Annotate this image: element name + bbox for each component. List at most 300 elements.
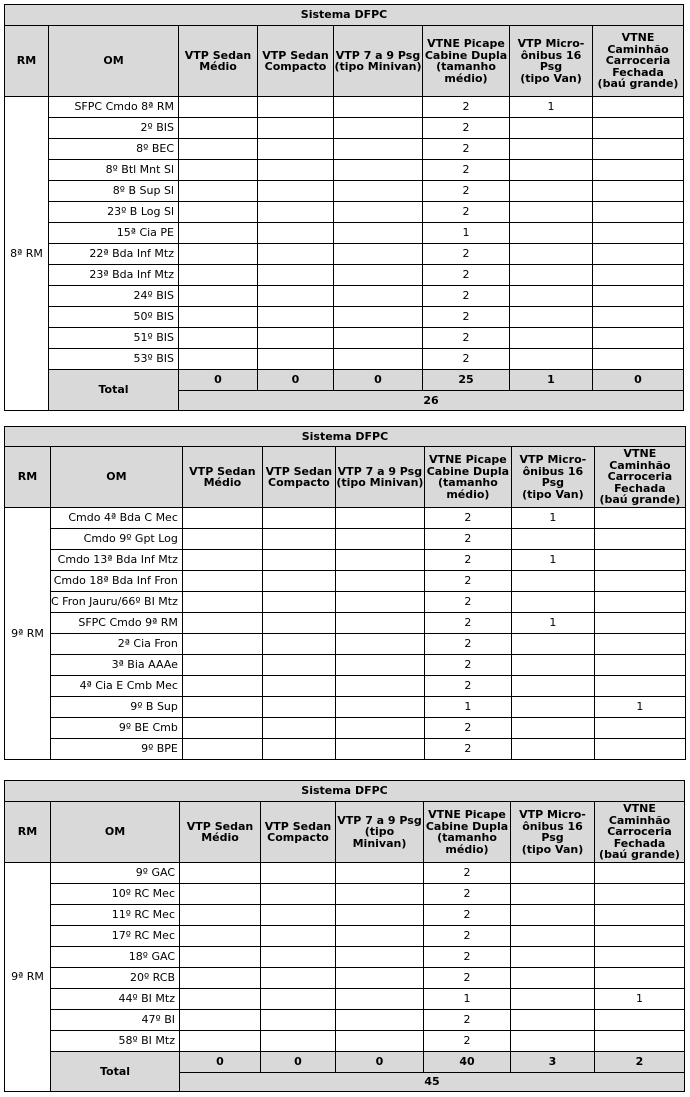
table-title: Sistema DFPC (5, 427, 686, 447)
om-cell: 18º GAC (51, 947, 180, 968)
column-header (593, 26, 684, 97)
column-header-line: VTP Sedan (186, 819, 254, 833)
value-cell: 1 (594, 697, 685, 718)
om-cell: 2º BIS (49, 118, 179, 139)
value-cell (180, 947, 261, 968)
value-cell: 1 (511, 508, 594, 529)
column-header-line: (tamanho (437, 831, 497, 844)
column-header-line: Médio (199, 60, 237, 73)
value-cell (334, 349, 423, 370)
value-cell: 1 (423, 223, 510, 244)
om-cell: 9º GAC (51, 863, 180, 884)
value-cell (335, 739, 424, 760)
value-cell (336, 947, 424, 968)
column-header (594, 447, 685, 508)
total-value: 0 (336, 1052, 424, 1073)
om-cell: Cmdo 9º Gpt Log (51, 529, 183, 550)
value-cell (511, 926, 595, 947)
table-row (5, 739, 686, 760)
column-header (511, 447, 594, 508)
table-row (5, 718, 686, 739)
value-cell (258, 349, 334, 370)
om-cell: C Fron Jauru/66º BI Mtz (51, 592, 183, 613)
value-cell (510, 286, 593, 307)
total-value: 0 (593, 370, 684, 391)
column-header (336, 802, 424, 863)
value-cell (595, 947, 685, 968)
value-cell (262, 739, 335, 760)
table-row (5, 139, 684, 160)
om-cell: 44º BI Mtz (51, 989, 180, 1010)
value-cell: 2 (423, 139, 510, 160)
grand-total: 45 (180, 1073, 685, 1092)
value-cell (258, 265, 334, 286)
column-header-line: VTP Micro- (519, 808, 586, 821)
value-cell: 2 (424, 884, 511, 905)
column-header (424, 802, 511, 863)
om-cell: Cmdo 18ª Bda Inf Fron (51, 571, 183, 592)
om-cell: 24º BIS (49, 286, 179, 307)
table-row (5, 307, 684, 328)
table-row (5, 118, 684, 139)
value-cell (182, 634, 262, 655)
om-header: OM (49, 26, 179, 97)
value-cell (258, 286, 334, 307)
column-header-line: Cabine Dupla (425, 819, 509, 833)
value-cell (510, 223, 593, 244)
value-cell (179, 349, 258, 370)
value-cell: 2 (423, 202, 510, 223)
column-header-line: VTP 7 a 9 Psg (335, 48, 421, 62)
value-cell: 2 (424, 739, 511, 760)
value-cell (261, 905, 336, 926)
total-value: 0 (334, 370, 423, 391)
value-cell (334, 118, 423, 139)
value-cell: 2 (423, 328, 510, 349)
column-header (335, 447, 424, 508)
column-header-line: VTNE (621, 31, 655, 45)
value-cell (595, 1031, 685, 1052)
value-cell (593, 202, 684, 223)
value-cell (334, 328, 423, 349)
value-cell: 1 (424, 697, 511, 718)
rm-header: RM (5, 447, 51, 508)
value-cell (593, 328, 684, 349)
value-cell (510, 160, 593, 181)
value-cell: 2 (423, 244, 510, 265)
column-header (262, 447, 335, 508)
column-header (182, 447, 262, 508)
value-cell (510, 181, 593, 202)
value-cell (334, 265, 423, 286)
value-cell (594, 571, 685, 592)
column-header-line: ônibus 16 Psg (522, 464, 584, 489)
value-cell (336, 1010, 424, 1031)
value-cell (511, 947, 595, 968)
om-cell: 9º BPE (51, 739, 183, 760)
value-cell (593, 181, 684, 202)
om-cell: 8º Btl Mnt Sl (49, 160, 179, 181)
table-row (5, 947, 685, 968)
value-cell (258, 328, 334, 349)
value-cell: 2 (423, 160, 510, 181)
column-header-line: (tamanho (437, 476, 498, 489)
value-cell (179, 202, 258, 223)
value-cell (262, 613, 335, 634)
value-cell (594, 718, 685, 739)
value-cell (593, 244, 684, 265)
column-header-line: (tamanho (436, 60, 496, 73)
total-value: 2 (595, 1052, 685, 1073)
value-cell: 2 (424, 1010, 511, 1031)
om-cell: 9º B Sup (51, 697, 183, 718)
value-cell (336, 989, 424, 1010)
value-cell (593, 160, 684, 181)
value-cell (182, 718, 262, 739)
value-cell (180, 884, 261, 905)
value-cell (594, 592, 685, 613)
column-header-line: Fechada (614, 481, 666, 495)
value-cell (595, 968, 685, 989)
total-value: 3 (511, 1052, 595, 1073)
value-cell (261, 968, 336, 989)
value-cell (180, 1031, 261, 1052)
om-cell: 8º B Sup Sl (49, 181, 179, 202)
value-cell (180, 926, 261, 947)
column-header (334, 26, 423, 97)
value-cell: 2 (424, 550, 511, 571)
column-header-line: (tipo Minivan) (334, 60, 422, 73)
value-cell (182, 697, 262, 718)
value-cell (336, 884, 424, 905)
table-row (5, 328, 684, 349)
value-cell: 2 (424, 968, 511, 989)
value-cell (179, 286, 258, 307)
value-cell (262, 697, 335, 718)
value-cell (182, 592, 262, 613)
value-cell (182, 529, 262, 550)
om-cell: 53º BIS (49, 349, 179, 370)
value-cell (511, 863, 595, 884)
table-row (5, 697, 686, 718)
value-cell (593, 286, 684, 307)
table-row (5, 968, 685, 989)
column-header (180, 802, 261, 863)
om-cell: SFPC Cmdo 8ª RM (49, 97, 179, 118)
value-cell (180, 863, 261, 884)
total-value: 40 (424, 1052, 511, 1073)
table-row (5, 989, 685, 1010)
value-cell: 2 (424, 529, 511, 550)
value-cell (334, 202, 423, 223)
value-cell (335, 697, 424, 718)
column-header-line: médio) (445, 842, 489, 856)
value-cell (510, 307, 593, 328)
value-cell (261, 863, 336, 884)
value-cell (261, 947, 336, 968)
column-header-line: (baú grande) (599, 493, 681, 507)
column-header-line: (tipo Van) (521, 842, 584, 856)
value-cell (336, 905, 424, 926)
value-cell (511, 1010, 595, 1031)
column-header (258, 26, 334, 97)
table-row (5, 863, 685, 884)
table-row (5, 550, 686, 571)
table-row (5, 202, 684, 223)
column-header-line: (tipo Minivan) (336, 476, 424, 489)
total-value: 1 (510, 370, 593, 391)
value-cell: 2 (424, 613, 511, 634)
column-header (424, 447, 511, 508)
column-header-line: VTP Sedan (184, 48, 252, 62)
value-cell (594, 676, 685, 697)
value-cell (335, 529, 424, 550)
column-header-line: ônibus 16 Psg (522, 819, 583, 844)
value-cell: 1 (595, 989, 685, 1010)
om-cell: 17º RC Mec (51, 926, 180, 947)
value-cell (262, 550, 335, 571)
table-row (5, 655, 686, 676)
total-value: 25 (423, 370, 510, 391)
rm-cell: 8ª RM (5, 97, 49, 411)
value-cell: 2 (424, 926, 511, 947)
rm-cell: 9ª RM (5, 863, 51, 1092)
column-header-line: Cabine Dupla (424, 48, 508, 62)
om-header: OM (51, 447, 183, 508)
value-cell (594, 613, 685, 634)
grand-total: 26 (179, 391, 684, 411)
value-cell (334, 160, 423, 181)
value-cell: 1 (424, 989, 511, 1010)
table-9rm-part1 (4, 426, 686, 760)
table-row (5, 223, 684, 244)
value-cell (262, 508, 335, 529)
om-cell: 23ª Bda Inf Mtz (49, 265, 179, 286)
om-cell: 10º RC Mec (51, 884, 180, 905)
value-cell (511, 655, 594, 676)
value-cell (335, 571, 424, 592)
table-row (5, 676, 686, 697)
column-header-line: Cabine Dupla (426, 464, 510, 478)
table-row (5, 244, 684, 265)
om-cell: SFPC Cmdo 9ª RM (51, 613, 183, 634)
value-cell: 2 (423, 286, 510, 307)
value-cell: 1 (511, 613, 594, 634)
value-cell (510, 265, 593, 286)
value-cell: 2 (423, 181, 510, 202)
column-header (423, 26, 510, 97)
value-cell: 2 (424, 905, 511, 926)
column-header-line: VTNE Picape (428, 808, 506, 821)
table-row (5, 181, 684, 202)
value-cell (334, 286, 423, 307)
value-cell (593, 307, 684, 328)
value-cell (593, 349, 684, 370)
column-header-line: Médio (201, 831, 239, 844)
value-cell (179, 139, 258, 160)
total-value: 0 (179, 370, 258, 391)
column-header-line: (tipo Van) (520, 71, 582, 85)
column-header-line: VTNE Picape (427, 37, 505, 50)
value-cell (262, 718, 335, 739)
value-cell (335, 634, 424, 655)
value-cell (593, 118, 684, 139)
om-cell: 47º BI (51, 1010, 180, 1031)
value-cell (180, 968, 261, 989)
table-row (5, 613, 686, 634)
table-row (5, 97, 684, 118)
value-cell (511, 989, 595, 1010)
value-cell (510, 118, 593, 139)
table-row (5, 1010, 685, 1031)
value-cell (595, 863, 685, 884)
column-header-line: Médio (203, 476, 242, 489)
value-cell (179, 328, 258, 349)
value-cell (511, 739, 594, 760)
value-cell (511, 697, 594, 718)
value-cell: 2 (424, 676, 511, 697)
value-cell (179, 181, 258, 202)
value-cell (258, 244, 334, 265)
value-cell (334, 97, 423, 118)
value-cell (335, 676, 424, 697)
table-row (5, 884, 685, 905)
value-cell (258, 307, 334, 328)
value-cell (182, 508, 262, 529)
table-row (5, 160, 684, 181)
value-cell (182, 550, 262, 571)
value-cell (336, 968, 424, 989)
value-cell (179, 160, 258, 181)
value-cell (334, 181, 423, 202)
value-cell (594, 529, 685, 550)
om-cell: Cmdo 13ª Bda Inf Mtz (51, 550, 183, 571)
column-header (261, 802, 336, 863)
value-cell (180, 989, 261, 1010)
value-cell (595, 926, 685, 947)
column-header-line: VTP Micro- (519, 453, 587, 466)
table-9rm-part2 (4, 780, 685, 1092)
value-cell (180, 1010, 261, 1031)
value-cell: 2 (423, 265, 510, 286)
value-cell (262, 655, 335, 676)
value-cell (510, 139, 593, 160)
om-cell: 11º RC Mec (51, 905, 180, 926)
value-cell (179, 307, 258, 328)
value-cell (334, 223, 423, 244)
value-cell (594, 634, 685, 655)
value-cell: 2 (424, 634, 511, 655)
column-header-line: VTP Sedan (189, 464, 256, 478)
value-cell: 2 (423, 307, 510, 328)
value-cell (262, 571, 335, 592)
value-cell (593, 265, 684, 286)
value-cell (261, 926, 336, 947)
value-cell: 2 (424, 655, 511, 676)
value-cell (182, 571, 262, 592)
value-cell (511, 884, 595, 905)
value-cell (261, 1010, 336, 1031)
value-cell (182, 739, 262, 760)
om-cell: 4ª Cia E Cmb Mec (51, 676, 183, 697)
column-header-line: Fechada (613, 836, 666, 850)
value-cell (511, 676, 594, 697)
om-cell: 9º BE Cmb (51, 718, 183, 739)
value-cell: 2 (424, 508, 511, 529)
value-cell (335, 718, 424, 739)
value-cell (511, 905, 595, 926)
column-header-line: VTNE Picape (429, 453, 507, 466)
rm-header: RM (5, 802, 51, 863)
value-cell (511, 718, 594, 739)
column-header-line: VTNE Caminhão (608, 802, 671, 827)
value-cell (335, 508, 424, 529)
value-cell (594, 655, 685, 676)
column-header (179, 26, 258, 97)
value-cell: 1 (511, 550, 594, 571)
value-cell (262, 634, 335, 655)
value-cell (261, 1031, 336, 1052)
total-value: 0 (258, 370, 334, 391)
value-cell (593, 223, 684, 244)
value-cell (258, 97, 334, 118)
table-8rm (4, 4, 684, 411)
value-cell (336, 1031, 424, 1052)
value-cell (335, 550, 424, 571)
value-cell (334, 244, 423, 265)
column-header-line: Compacto (264, 60, 327, 73)
value-cell: 2 (424, 718, 511, 739)
om-header: OM (51, 802, 180, 863)
value-cell: 2 (424, 571, 511, 592)
total-label: Total (51, 1052, 180, 1092)
column-header-line: VTP Sedan (262, 48, 329, 62)
value-cell (334, 139, 423, 160)
value-cell (258, 181, 334, 202)
value-cell (262, 529, 335, 550)
value-cell: 2 (424, 592, 511, 613)
column-header-line: (tipo Van) (522, 487, 584, 501)
value-cell (511, 968, 595, 989)
om-cell: 2ª Cia Fron (51, 634, 183, 655)
value-cell (511, 592, 594, 613)
value-cell (179, 118, 258, 139)
value-cell (510, 202, 593, 223)
value-cell (262, 676, 335, 697)
table-row (5, 349, 684, 370)
value-cell (335, 613, 424, 634)
value-cell: 2 (424, 947, 511, 968)
value-cell (510, 244, 593, 265)
column-header-line: Fechada (612, 65, 664, 79)
value-cell (179, 244, 258, 265)
column-header-line: Carroceria (607, 825, 672, 839)
column-header-line: VTP Sedan (265, 464, 333, 478)
column-header (595, 802, 685, 863)
value-cell (510, 349, 593, 370)
value-cell (258, 118, 334, 139)
table-row (5, 508, 686, 529)
value-cell (262, 592, 335, 613)
table-row (5, 571, 686, 592)
total-label: Total (49, 370, 179, 411)
column-header-line: Caminhão (607, 42, 669, 56)
table-row (5, 286, 684, 307)
value-cell (261, 884, 336, 905)
column-header-line: VTNE Caminhão (609, 447, 671, 472)
om-cell: 22ª Bda Inf Mtz (49, 244, 179, 265)
value-cell (182, 613, 262, 634)
